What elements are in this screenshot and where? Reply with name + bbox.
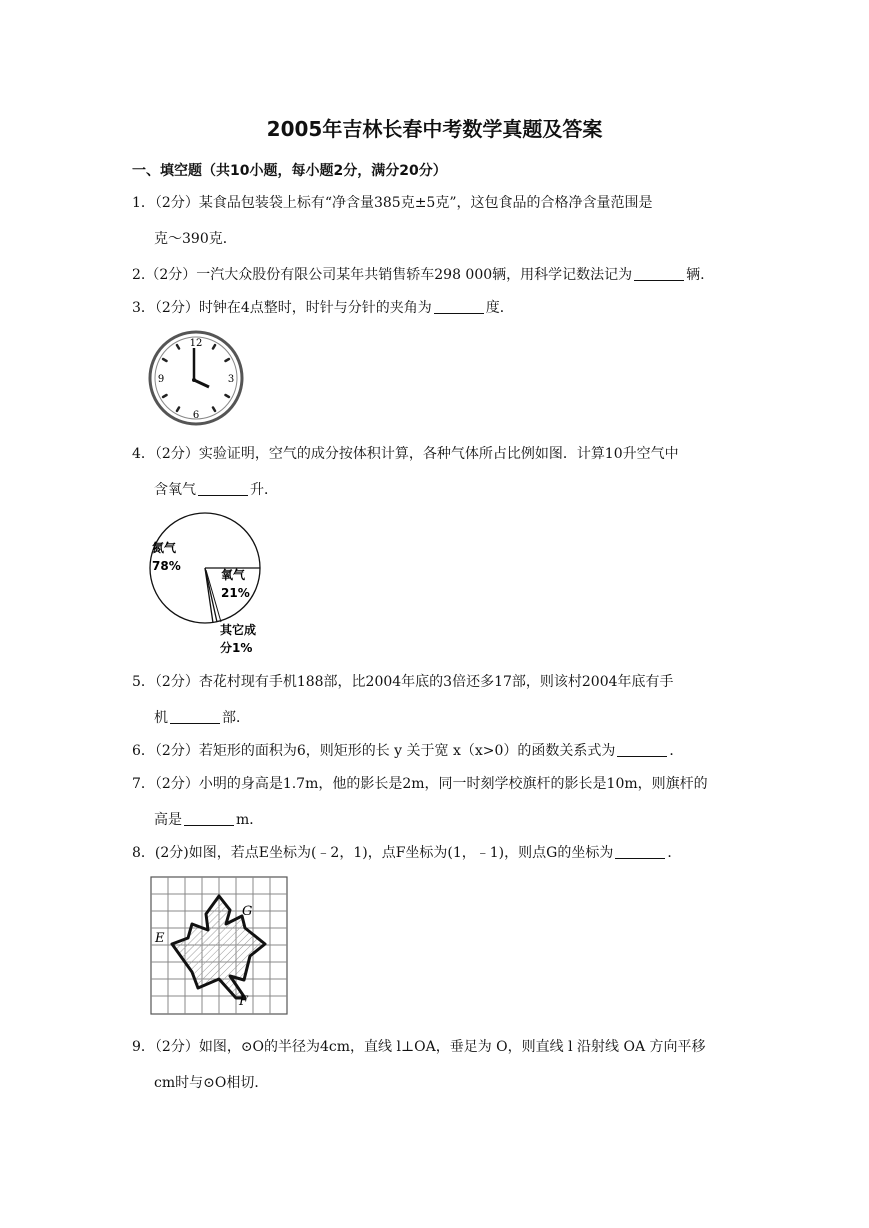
answer-blank — [617, 742, 667, 757]
answer-blank — [615, 844, 665, 859]
leaf-grid-figure — [150, 876, 288, 1016]
question-4-unit: 升． — [250, 482, 278, 498]
question-7-line1: 7．（2分）小明的身高是1.7m，他的影长是2m，同一时刻学校旗杆的影长是10m，则旗杆的 — [132, 776, 708, 792]
question-5-unit: 部． — [222, 710, 250, 726]
pie-divider — [206, 570, 221, 622]
pie-label-nitrogen-pct: 78% — [152, 559, 181, 573]
question-5-text: 机 — [154, 710, 168, 726]
point-label-e: E — [155, 931, 165, 946]
question-2-text: 2.（2分）一汽大众股份有限公司某年共销售轿车298 000辆，用科学记数法记为 — [132, 267, 633, 283]
clock-tick — [213, 408, 215, 411]
clock-number-6: 6 — [192, 410, 200, 421]
question-2 — [132, 264, 705, 284]
answer-blank — [198, 481, 248, 496]
clock-tick — [213, 345, 215, 348]
question-6-end: ． — [669, 743, 684, 759]
question-8-end: ． — [667, 845, 682, 861]
pie-divider — [205, 568, 213, 623]
clock-number-9: 9 — [157, 374, 165, 385]
question-4-line2 — [154, 479, 278, 499]
question-1-line1: 1．（2分）某食品包装袋上标有“净含量385克±5克”，这包食品的合格净含量范围是 — [132, 195, 653, 211]
page-title: 2005年吉林长春中考数学真题及答案 — [266, 117, 603, 141]
question-9-line1: 9．（2分）如图，⊙O的半径为4cm，直线 l⊥OA，垂足为 O，则直线 l 沿射线 OA 方向平移 — [132, 1039, 706, 1055]
question-4-line1: 4．（2分）实验证明，空气的成分按体积计算，各种气体所占比例如图．计算10升空气中 — [132, 446, 679, 462]
answer-blank — [634, 266, 684, 281]
question-6 — [132, 740, 683, 760]
pie-label-other-pct: 分1% — [220, 641, 253, 655]
pie-label-nitrogen-name: 氮气 — [152, 541, 177, 555]
answer-blank — [184, 811, 234, 826]
clock-figure — [146, 328, 246, 428]
clock-tick — [226, 359, 229, 361]
question-9-line2: cm时与⊙O相切． — [154, 1075, 269, 1091]
question-3 — [132, 297, 514, 317]
pie-label-oxygen-pct: 21% — [221, 586, 250, 600]
question-7-text: 高是 — [154, 812, 182, 828]
clock-tick — [177, 345, 179, 348]
clock-tick — [163, 359, 166, 361]
section-heading: 一、填空题（共10小题，每小题2分，满分20分） — [132, 163, 447, 179]
question-2-unit: 辆. — [686, 267, 705, 283]
answer-blank — [170, 709, 220, 724]
question-7-unit: m． — [236, 812, 264, 828]
clock-tick — [226, 395, 229, 397]
question-7-line2 — [154, 809, 263, 829]
clock-tick — [163, 395, 166, 397]
question-8 — [132, 842, 681, 862]
clock-tick — [177, 408, 179, 411]
question-8-text: 8．(2分)如图，若点E坐标为(﹣2，1)，点F坐标为(1，﹣1)，则点G的坐标为 — [132, 845, 614, 861]
answer-blank — [434, 299, 484, 314]
pie-label-other-name: 其它成 — [220, 623, 257, 637]
question-5-line2 — [154, 707, 250, 727]
clock-number-3: 3 — [227, 374, 235, 385]
question-6-text: 6．（2分）若矩形的面积为6，则矩形的长 y 关于宽 x（x>0）的函数关系式为 — [132, 743, 616, 759]
air-composition-pie — [148, 512, 278, 662]
point-label-f: F — [239, 994, 249, 1009]
clock-hour-hand — [194, 380, 209, 387]
question-1-line2: 克～390克． — [154, 231, 237, 247]
clock-number-12: 12 — [189, 338, 203, 349]
question-4-text: 含氧气 — [154, 482, 196, 498]
pie-label-oxygen-name: 氧气 — [221, 568, 246, 582]
question-5-line1: 5．（2分）杏花村现有手机188部，比2004年底的3倍还多17部，则该村2004年底有手 — [132, 674, 674, 690]
question-3-unit: 度． — [485, 300, 514, 316]
question-3-text: 3．（2分）时钟在4点整时，时针与分针的夹角为 — [132, 300, 432, 316]
point-label-g: G — [242, 904, 253, 919]
